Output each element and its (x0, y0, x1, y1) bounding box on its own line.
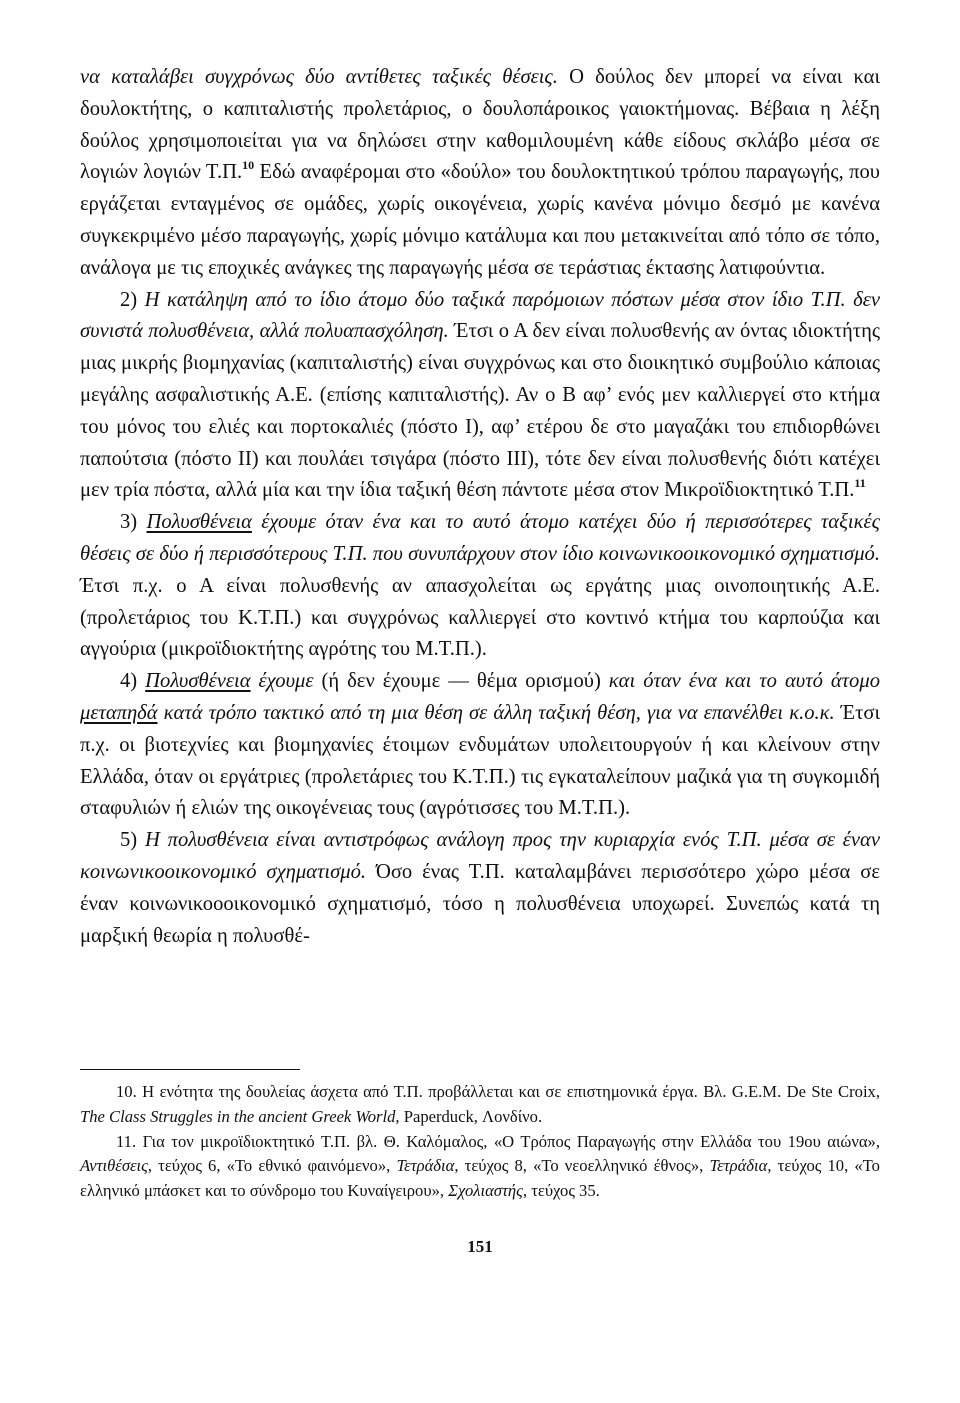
italic-span: Η πολυσθένεια είναι αντιστρόφως ανάλογη προς την κυριαρχία ενός Τ.Π. μέσα σε έναν κοινωνικοοικονομικό σχηματισμό. (80, 829, 880, 883)
paragraph-3 (80, 507, 880, 666)
italic-span: Η κατάληψη από το ίδιο άτομο δύο ταξικά παρόμοιων πόστων μέσα στον ίδιο Τ.Π. δεν συνιστά πολυσθένεια, αλλά πολυαπασχόληση. (80, 288, 880, 343)
italic-span: Τετράδια (396, 1156, 455, 1176)
item-number: 5) (120, 829, 145, 852)
underlined-term: μεταπηδά (80, 701, 158, 724)
text-span: , τεύχος 8, «Το νεοελληνικό έθνος», (454, 1156, 710, 1176)
text-span: 10. Η ενότητα της δουλείας άσχετα από Τ.Π. προβάλλεται και σε επιστημονικά έργα. Βλ. G.E.M. De Ste Croix, (116, 1082, 880, 1101)
text-span: Έτσι ο Α δεν είναι πολυσθενής αν όντας ιδιοκτήτης μιας μικρής βιομηχανίας (καπιταλιστής) είναι συγχρόνως και στο διοικητικό συμβούλιο κάποιας μεγάλης ασφαλιστικής Α.Ε. (επίσης καπιταλιστής). Αν ο Β αφ’ ενός μεν καλλιεργεί στο κτήμα του μόνος του ελιές και πορτοκαλιές (πόστο Ι), αφ’ ετέρου δε στο μαγαζάκι του επιδιορθώνει παπούτσια (πόστο ΙΙ) και πουλάει τσιγάρα (πόστο ΙΙΙ), τότε δεν είναι πολυσθενής διότι κατέχει μεν τρία πόστα, αλλά μία και την ίδια ταξική θέση πάντοτε μέσα στον Μικροϊδιοκτητικό Τ.Π. (80, 320, 880, 502)
paragraph-1 (80, 62, 880, 285)
text-span: , τεύχος 35. (522, 1181, 600, 1201)
paragraph-4 (80, 666, 880, 825)
main-text (80, 62, 880, 952)
footnote-ref-11[interactable]: 11 (854, 476, 866, 491)
paragraph-5 (80, 825, 880, 952)
underlined-term: Πολυσθένεια (146, 511, 252, 534)
italic-span: και όταν ένα και το αυτό άτομο (608, 670, 880, 693)
item-number: 2) (120, 288, 145, 311)
footnote-11 (80, 1130, 880, 1204)
italic-span: έχουμε (250, 670, 314, 693)
text-span: , Paperduck, Λονδίνο. (395, 1106, 543, 1126)
italic-span: κατά τρόπο τακτικό από τη μια θέση σε άλλη ταξική θέση, για να επανέλθει κ.ο.κ. (157, 701, 835, 724)
text-span: , τεύχος 6, «Το εθνικό φαινόμενο», (147, 1156, 397, 1176)
text-span: Ο δούλος δεν μπορεί να είναι και δουλοκτήτης, ο καπιταλιστής προλετάριος, ο δουλοπάροικος γαιοκτήμονας. Βέβαια η λέξη δούλος χρησιμοποιείται για να δηλώσει στην καθομιλουμένη κάθε είδους σκλάβο μέσα σε λογιών λογιών Τ.Π. (80, 66, 881, 184)
text-span: Έτσι π.χ. ο Α είναι πολυσθενής αν απασχολείται ως εργάτης μιας οινοποιητικής Α.Ε. (προλετάριος του Κ.Τ.Π.) και συγχρόνως καλλιεργεί στο κοντινό κτήμα του καρπούζια και αγγούρια (μικροϊδιοκτήτης αγρότης του Μ.Τ.Π.). (80, 574, 880, 661)
text-span: Όσο ένας Τ.Π. καταλαμβάνει περισσότερο χώρο μέσα σε έναν κοινωνικοοοικονομικό σχηματισμό, τόσο η πολυσθένεια υποχωρεί. Συνεπώς κατά τη μαρξική θεωρία η πολυσθέ- (80, 860, 880, 947)
item-number: 4) (120, 670, 146, 693)
italic-span: να καταλάβει συγχρόνως δύο αντίθετες ταξικές θέσεις. (80, 66, 558, 88)
text-span: , τεύχος 10, «Το ελληνικό μπάσκετ και το σύνδρομο του Κυναίγειρου», (80, 1156, 880, 1201)
text-span: 11. Για τον μικροϊδιοκτητικό Τ.Π. βλ. Θ. Καλόμαλος, «Ο Τρόπος Παραγωγής στην Ελλάδα του 19ου αιώνα», (116, 1131, 880, 1151)
paragraph-2 (80, 285, 880, 508)
footnote-ref-10[interactable]: 10 (242, 158, 255, 173)
text-span: Εδώ αναφέρομαι στο «δούλο» του δουλοκτητικού τρόπου παραγωγής, που εργάζεται ενταγμένος σε ομάδες, χωρίς οικογένεια, χωρίς κανένα μόνιμο δεσμό με κανένα συγκεκριμένο μέσο παραγωγής, χωρίς μόνιμο κατάλυμα και που μετακινείται από τόπο σε τόπο, ανάλογα με τις εποχικές ανάγκες της παραγωγής μέσα σε τεράστιας έκτασης λατιφούντια. (80, 161, 880, 279)
italic-span: Σχολιαστής (448, 1181, 523, 1201)
footnote-10 (80, 1080, 880, 1130)
italic-span: Αντιθέσεις (80, 1156, 148, 1176)
page-body (80, 62, 880, 952)
italic-span: The Class Struggles in the ancient Greek World (80, 1106, 396, 1126)
italic-span: Τετράδια (709, 1156, 768, 1176)
text-span: Έτσι π.χ. οι βιοτεχνίες και βιομηχανίες έτοιμων ενδυμάτων υπολειτουργούν ή και κλείνουν στην Ελλάδα, όταν οι εργάτριες (προλετάριες του Κ.Τ.Π.) τις εγκαταλείπουν μαζικά για τη συγκομιδή σταφυλιών ή ελιών της οικογένειας τους (αγρότισσες του Μ.Τ.Π.). (80, 701, 880, 820)
item-number: 3) (120, 511, 147, 534)
page-number: 151 (467, 1237, 493, 1256)
text-span: (ή δεν έχουμε — θέμα ορισμού) (313, 670, 609, 693)
footnote-divider (80, 1069, 300, 1070)
footnotes (80, 1080, 880, 1204)
italic-span: έχουμε όταν ένα και το αυτό άτομο κατέχει δύο ή περισσότερες ταξικές θέσεις σε δύο ή περισσότερους Τ.Π. που συνυπάρχουν στον ίδιο κοινωνικοοικονομικό σχηματισμό. (80, 511, 880, 565)
underlined-term: Πολυσθένεια (145, 670, 251, 693)
